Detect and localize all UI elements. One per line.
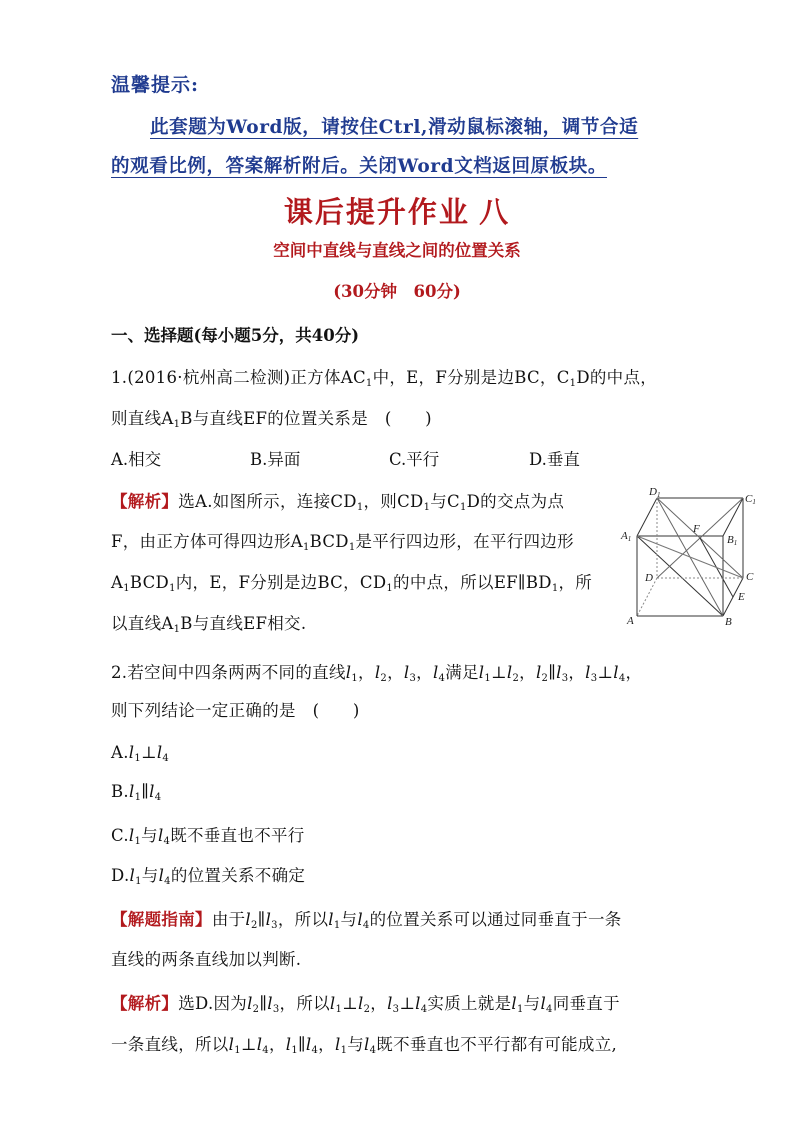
q2-stem-line2: 则下列结论一定正确的是 ( ) [111, 701, 360, 720]
label-d1: D1 [649, 486, 661, 499]
q1-solution-line3: $A_1BCD_1$内，E，F分别是边BC，$CD_1$的中点，所以$EF\parallel BD_1$，所 [111, 573, 593, 594]
cube-figure [615, 484, 760, 629]
page-title: 课后提升作业 八 [283, 197, 511, 229]
label-e: E [738, 591, 745, 603]
tip-line-1: 此套题为Word版，请按住Ctrl,滑动鼠标滚轴，调节合适 [150, 117, 639, 138]
solution-tag: 【解析】 [111, 994, 179, 1013]
q1-option-c: C.平行 [389, 450, 440, 469]
q1-option-d: D.垂直 [529, 450, 580, 469]
q2-option-c: $C.l_1$与$l_4$既不垂直也不平行 [111, 826, 305, 847]
q1-solution-line2: F，由正方体可得四边形$A_1BCD_1$是平行四边形，在平行四边形 [111, 532, 574, 553]
q1-stem-line1: 1.(2016·杭州高二检测)正方体$AC_1$中，E，F分别是边BC，$C_1D$的中点， [111, 368, 658, 389]
label-b: B [725, 616, 732, 628]
q1-solution-line1: 【解析】选A.如图所示，连接$CD_1$，则$CD_1$与$C_1D$的交点为点 [111, 492, 565, 513]
label-b1: B1 [727, 534, 738, 547]
q2-guide-line1: 【解题指南】由于$l_2\parallel l_3$，所以$l_1$与$l_4$的位置关系可以通过同垂直于一条 [111, 910, 622, 931]
q2-option-b: $B.l_1\parallel l_4$ [111, 782, 162, 803]
solution-tag: 【解析】 [111, 492, 179, 511]
label-d: D [645, 572, 653, 584]
q2-solution-line1: 【解析】选D.因为$l_2\parallel l_3$，所以$l_1\perp l_2$，$l_3\perp l_4$实质上就是$l_1$与$l_4$同垂直于 [111, 994, 620, 1015]
edge [637, 498, 657, 536]
q2-solution-line2: 一条直线，所以$l_1\perp l_4$，$l_1\parallel l_4$，$l_1$与$l_4$既不垂直也不平行都有可能成立, [111, 1035, 618, 1056]
q2-stem-line1: 2.若空间中四条两两不同的直线$l_1$，$l_2$，$l_3$，$l_4$满足$l_1\perp l_2$，$l_2\parallel l_3$，$l_3\perp l_4$， [111, 663, 643, 684]
q2-option-a: $A.l_1\perp l_4$ [111, 743, 170, 764]
time-score: (30分钟 60分) [333, 282, 461, 301]
page-subtitle: 空间中直线与直线之间的位置关系 [273, 241, 521, 260]
section-heading: 一、选择题(每小题5分，共40分) [111, 326, 360, 345]
q2-guide-line2: 直线的两条直线加以判断. [111, 950, 302, 969]
label-c: C [746, 571, 754, 583]
q1-option-b: B.异面 [250, 450, 301, 469]
q1-stem-line2: 则直线$A_1B$与直线EF的位置关系是 ( ) [111, 409, 432, 430]
tip-line-2: 的观看比例，答案解析附后。关闭Word文档返回原板块。 [111, 156, 607, 177]
edge [723, 498, 743, 536]
label-c1: C1 [745, 493, 756, 506]
tip-heading: 温馨提示: [111, 74, 200, 96]
q1-solution-line4: 以直线$A_1B$与直线EF相交. [111, 614, 307, 635]
label-f: F [693, 523, 700, 535]
label-a: A [627, 615, 634, 627]
label-a1: A1 [621, 530, 632, 543]
q1-option-a: A.相交 [111, 450, 162, 469]
guide-tag: 【解题指南】 [111, 910, 212, 929]
q2-option-d: $D.l_1$与$l_4$的位置关系不确定 [111, 866, 306, 887]
